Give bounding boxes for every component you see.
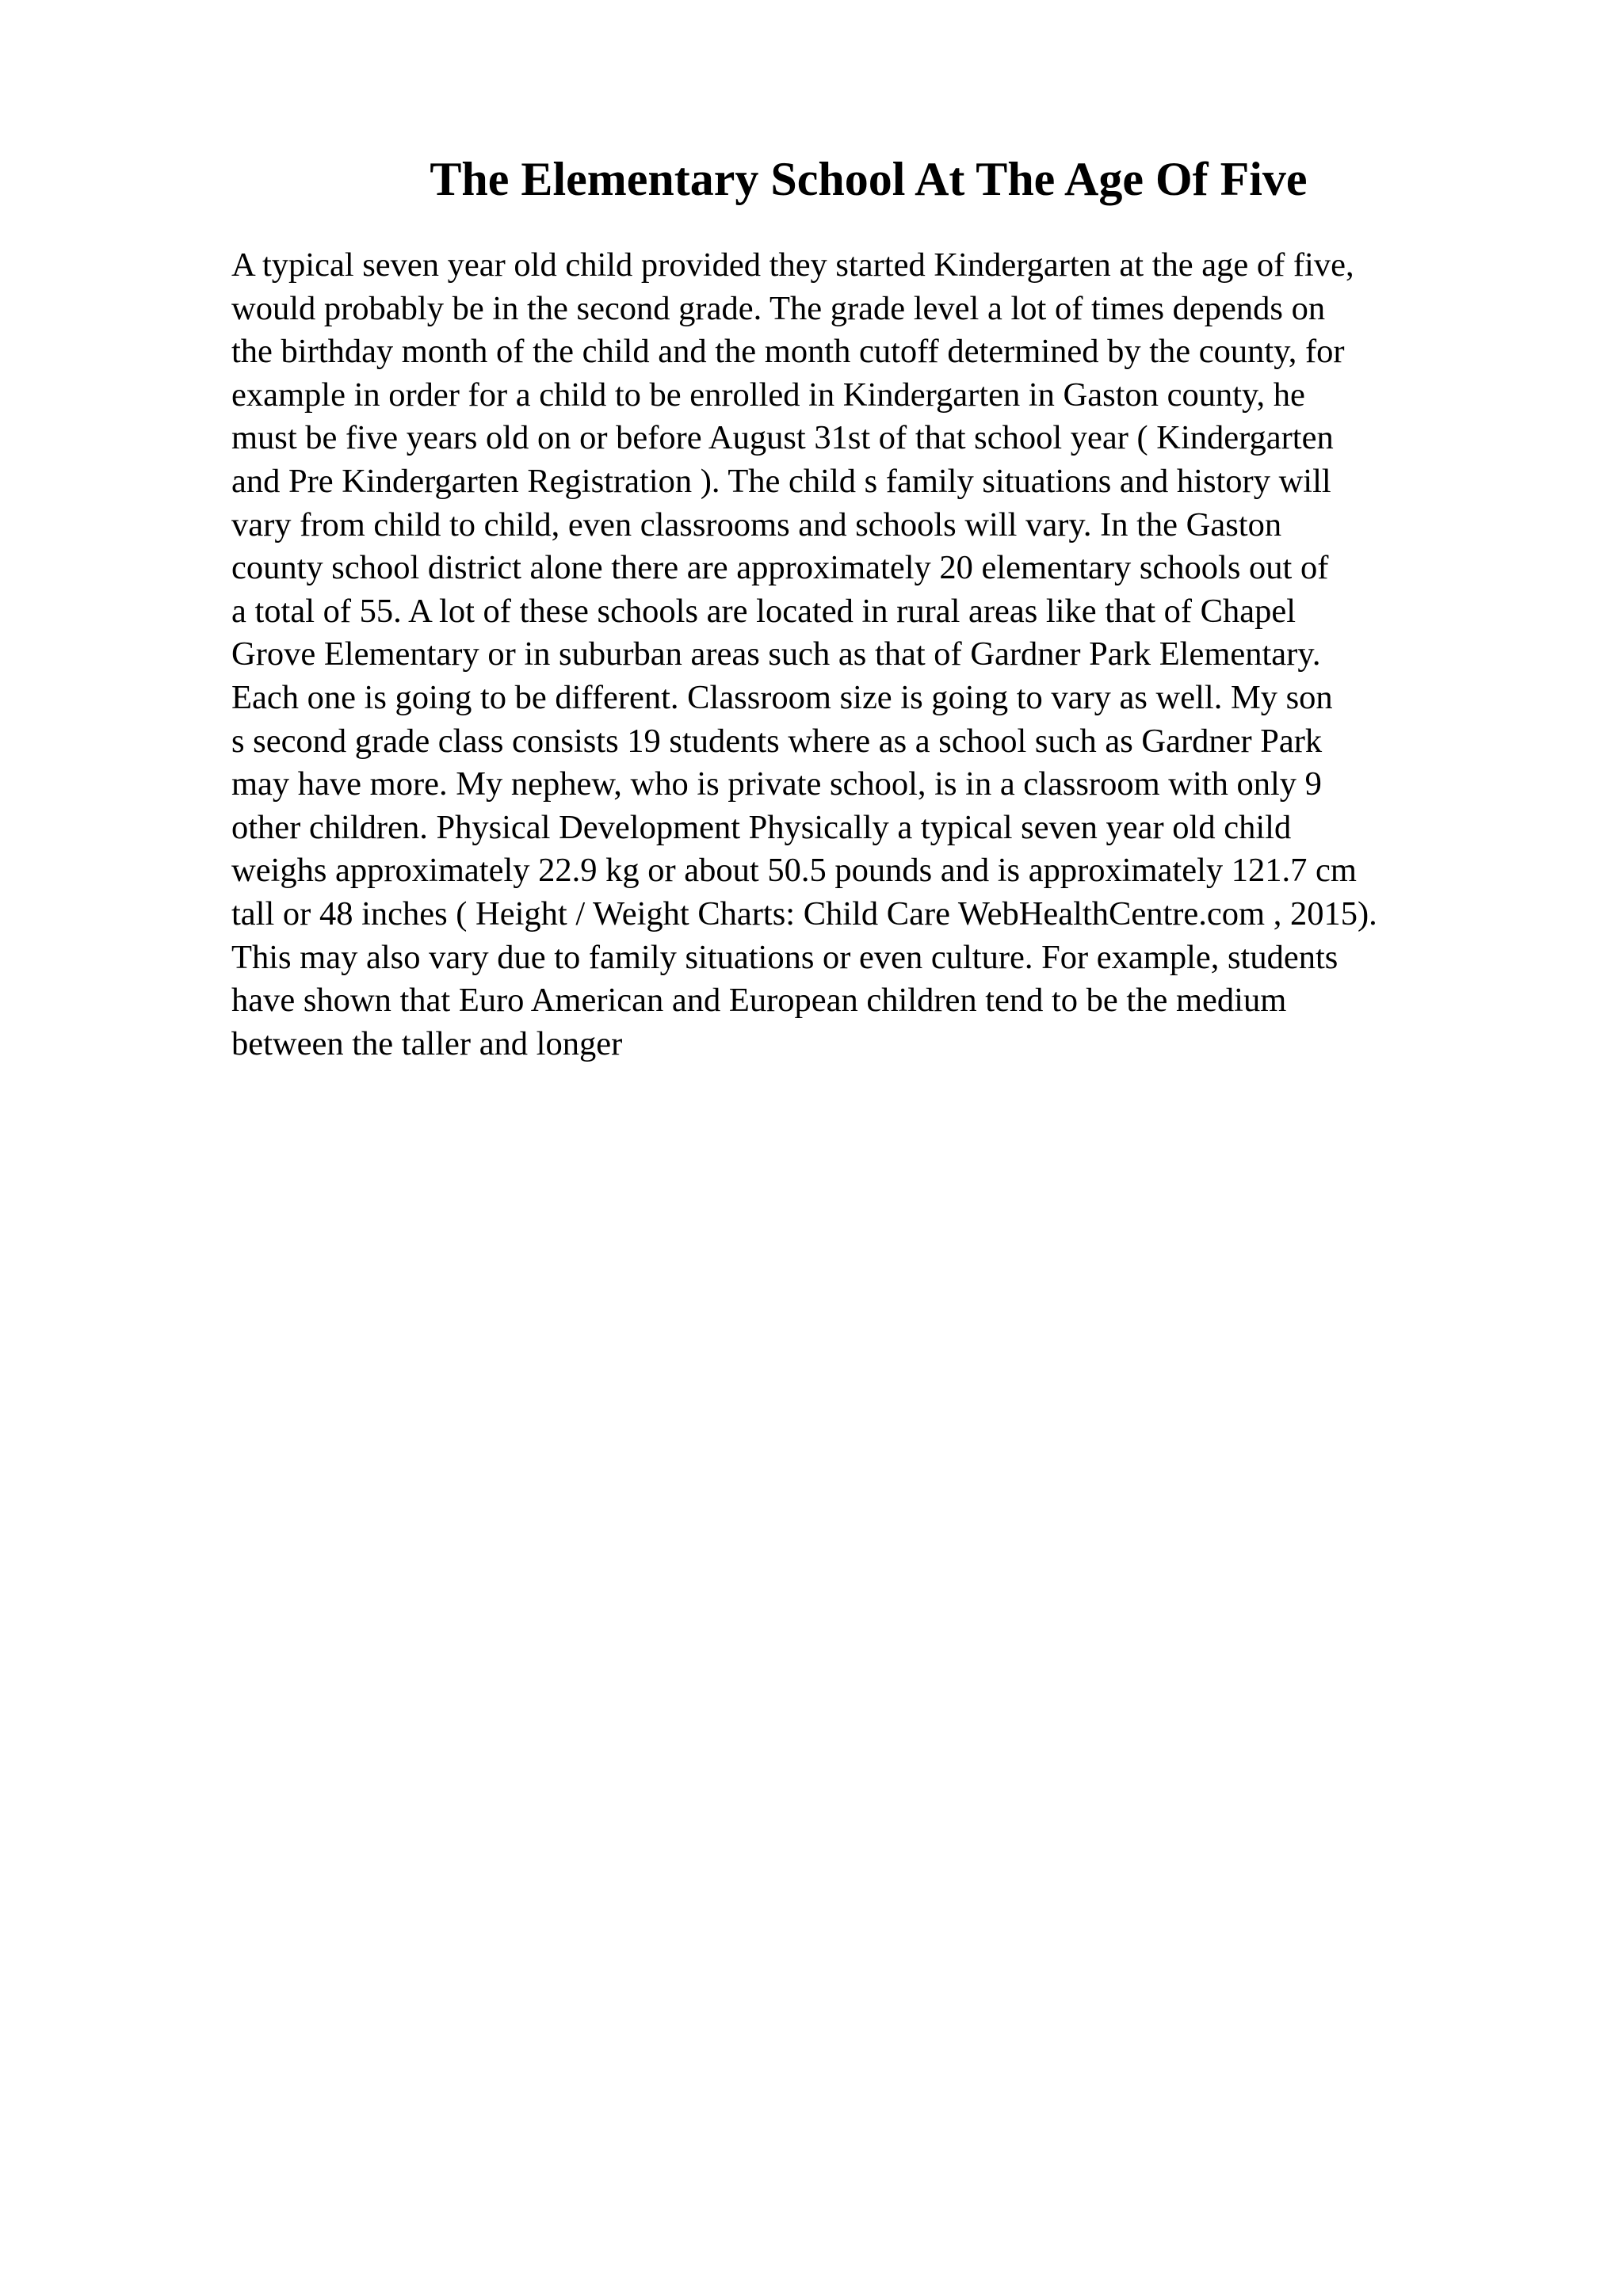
body-line: s second grade class consists 19 students where as a school such as Gardner Park: [231, 722, 1323, 760]
body-line: tall or 48 inches ( Height / Weight Charts: Child Care WebHealthCentre.com , 2015).: [231, 894, 1377, 933]
body-line: This may also vary due to family situations or even culture. For example, students: [231, 938, 1338, 976]
body-line: and Pre Kindergarten Registration ). The child s family situations and history will: [231, 462, 1331, 500]
body-line: other children. Physical Development Physically a typical seven year old child: [231, 808, 1292, 846]
body-line: between the taller and longer: [231, 1024, 623, 1062]
body-line: weighs approximately 22.9 kg or about 50.5 pounds and is approximately 121.7 cm: [231, 852, 1357, 890]
body-line: must be five years old on or before August 31st of that school year ( Kindergarten: [231, 419, 1334, 457]
body-line: A typical seven year old child provided they started Kindergarten at the age of five,: [231, 246, 1354, 284]
body-line: county school district alone there are approximately 20 elementary schools out of: [231, 549, 1329, 587]
body-line: may have more. My nephew, who is private school, is in a classroom with only 9: [231, 765, 1322, 803]
body-line: Each one is going to be different. Classroom size is going to vary as well. My son: [231, 678, 1333, 716]
body-line: Grove Elementary or in suburban areas such as that of Gardner Park Elementary.: [231, 635, 1321, 673]
body-line: example in order for a child to be enrolled in Kindergarten in Gaston county, he: [231, 376, 1305, 414]
body-line: would probably be in the second grade. The grade level a lot of times depends on: [231, 289, 1326, 327]
body-line: a total of 55. A lot of these schools are located in rural areas like that of Chapel: [231, 592, 1296, 630]
body-line: vary from child to child, even classrooms and schools will vary. In the Gaston: [231, 505, 1282, 543]
body-line: the birthday month of the child and the month cutoff determined by the county, for: [231, 333, 1345, 371]
body-line: have shown that Euro American and European children tend to be the medium: [231, 982, 1287, 1020]
document-body: [231, 244, 1594, 1066]
document-title: The Elementary School At The Age Of Five: [430, 153, 1308, 205]
